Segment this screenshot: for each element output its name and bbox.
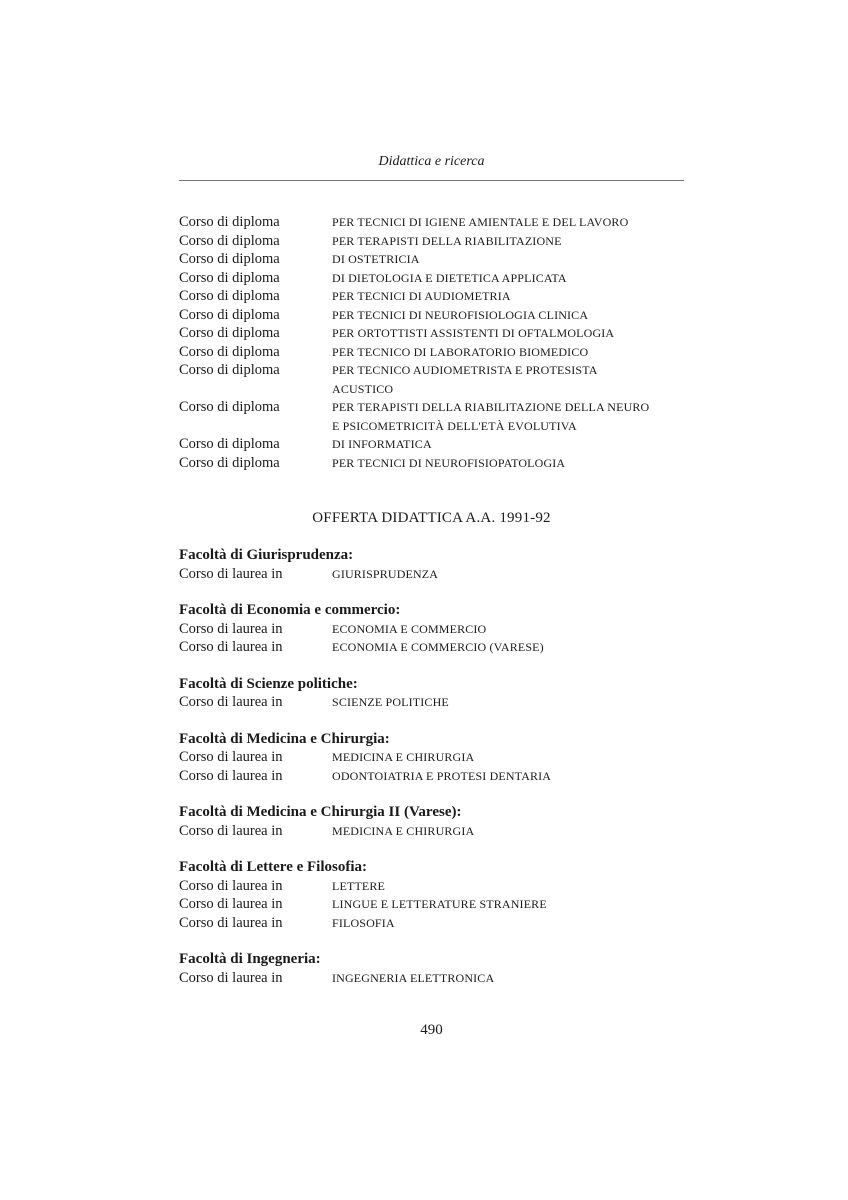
course-name: MEDICINA E CHIRURGIA [332, 823, 475, 838]
faculty-heading: Facoltà di Economia e commercio: [179, 602, 401, 618]
faculty-heading: Facoltà di Medicina e Chirurgia: [179, 730, 390, 747]
course-name: ACUSTICO [332, 381, 394, 396]
degree-course-row [179, 822, 684, 841]
diploma-course-row [179, 361, 684, 380]
course-name: FILOSOFIA [332, 915, 395, 930]
course-name: MEDICINA E CHIRURGIA [332, 750, 475, 764]
diploma-course-row [179, 417, 684, 436]
course-type: Corso di diploma [179, 325, 280, 341]
course-name: PER TERAPISTI DELLA RIABILITAZIONE DELLA NEURO [332, 400, 650, 414]
running-header: Didattica e ricerca [378, 154, 485, 169]
diploma-course-row [179, 343, 684, 362]
course-name: ODONTOIATRIA E PROTESI DENTARIA [332, 768, 552, 783]
course-type: Corso di diploma [179, 232, 280, 249]
diploma-course-list [179, 213, 684, 472]
diploma-course-row [179, 232, 684, 251]
course-name: PER TERAPISTI DELLA RIABILITAZIONE [332, 233, 562, 248]
course-type: Corso di diploma [179, 288, 280, 304]
degree-course-row [179, 969, 684, 988]
course-type: Corso di laurea in [179, 877, 283, 894]
course-type: Corso di laurea in [179, 565, 283, 582]
course-type: Corso di diploma [179, 269, 280, 286]
faculty-section [179, 675, 684, 712]
course-type: Corso di laurea in [179, 969, 283, 986]
degree-course-row [179, 638, 684, 657]
diploma-course-row [179, 287, 684, 306]
faculty-list [179, 546, 684, 1005]
course-name: PER ORTOTTISTI ASSISTENTI DI OFTALMOLOGIA [332, 326, 615, 340]
degree-course-row [179, 620, 684, 639]
course-name: PER TECNICI DI IGIENE AMIENTALE E DEL LAVORO [332, 215, 629, 229]
faculty-heading: Facoltà di Scienze politiche: [179, 675, 358, 692]
course-name: SCIENZE POLITICHE [332, 695, 449, 709]
degree-course-row [179, 914, 684, 933]
course-type: Corso di laurea in [179, 896, 283, 912]
degree-course-row [179, 767, 684, 786]
course-type: Corso di laurea in [179, 767, 283, 784]
diploma-course-row [179, 269, 684, 288]
degree-course-row [179, 693, 684, 712]
course-name: INGEGNERIA ELETTRONICA [332, 970, 495, 985]
course-type: Corso di laurea in [179, 822, 283, 839]
course-name: GIURISPRUDENZA [332, 566, 439, 581]
course-name: PER TECNICI DI NEUROFISIOPATOLOGIA [332, 455, 566, 470]
course-name: PER TECNICO AUDIOMETRISTA E PROTESISTA [332, 363, 598, 377]
degree-course-row [179, 877, 684, 896]
course-type: Corso di laurea in [179, 694, 283, 710]
course-name: DI OSTETRICIA [332, 252, 420, 266]
course-name: LINGUE E LETTERATURE STRANIERE [332, 897, 547, 911]
course-type: Corso di laurea in [179, 749, 283, 765]
degree-course-row [179, 565, 684, 584]
course-name: LETTERE [332, 878, 386, 893]
diploma-course-row [179, 380, 684, 399]
course-name: PER TECNICO DI LABORATORIO BIOMEDICO [332, 344, 589, 359]
course-name: ECONOMIA E COMMERCIO (VARESE) [332, 640, 544, 654]
offer-title: OFFERTA DIDATTICA A.A. 1991-92 [312, 510, 551, 526]
diploma-course-row [179, 435, 684, 454]
faculty-section [179, 858, 684, 932]
course-name: ECONOMIA E COMMERCIO [332, 621, 487, 636]
diploma-course-row [179, 250, 684, 269]
faculty-heading: Facoltà di Medicina e Chirurgia II (Varese): [179, 804, 462, 820]
course-type [179, 417, 332, 436]
course-type: Corso di diploma [179, 343, 280, 360]
course-name: DI DIETOLOGIA E DIETETICA APPLICATA [332, 270, 567, 285]
diploma-course-row [179, 454, 684, 473]
course-type [179, 380, 332, 399]
faculty-section [179, 803, 684, 840]
course-type: Corso di laurea in [179, 620, 283, 637]
course-type: Corso di laurea in [179, 639, 283, 655]
faculty-section [179, 730, 684, 786]
page-number: 490 [420, 1022, 443, 1038]
diploma-course-row [179, 398, 684, 417]
course-type: Corso di diploma [179, 399, 280, 415]
diploma-course-row [179, 213, 684, 232]
faculty-section [179, 950, 684, 987]
course-type: Corso di laurea in [179, 914, 283, 931]
faculty-section [179, 601, 684, 657]
course-type: Corso di diploma [179, 362, 280, 378]
faculty-heading: Facoltà di Giurisprudenza: [179, 547, 354, 563]
course-type: Corso di diploma [179, 214, 280, 230]
header-rule [179, 180, 684, 181]
diploma-course-row [179, 324, 684, 343]
course-name: PER TECNICI DI NEUROFISIOLOGIA CLINICA [332, 307, 589, 322]
course-name: DI INFORMATICA [332, 437, 432, 451]
degree-course-row [179, 895, 684, 914]
course-type: Corso di diploma [179, 251, 280, 267]
course-type: Corso di diploma [179, 454, 280, 471]
course-type: Corso di diploma [179, 306, 280, 323]
faculty-heading: Facoltà di Lettere e Filosofia: [179, 859, 367, 875]
diploma-course-row [179, 306, 684, 325]
course-name: PER TECNICI DI AUDIOMETRIA [332, 289, 511, 303]
faculty-heading: Facoltà di Ingegneria: [179, 951, 321, 967]
course-name: E PSICOMETRICITÀ DELL'ETÀ EVOLUTIVA [332, 418, 577, 433]
course-type: Corso di diploma [179, 436, 280, 452]
degree-course-row [179, 748, 684, 767]
faculty-section [179, 546, 684, 583]
